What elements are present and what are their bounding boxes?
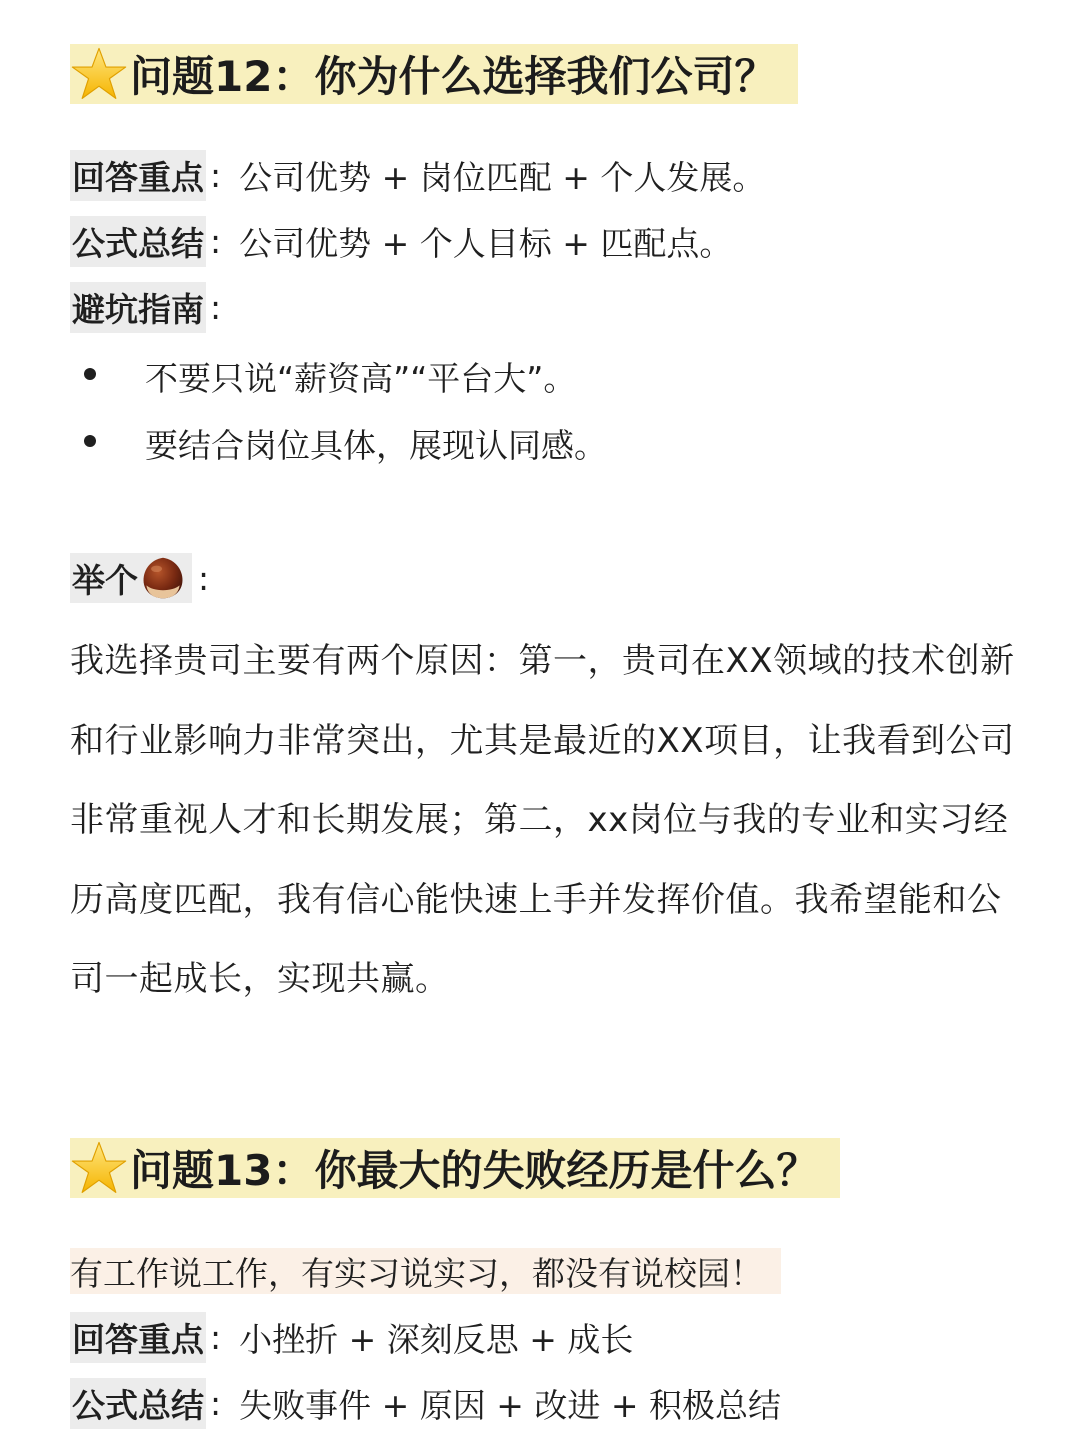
q12-bullet-1: 不要只说“薪资高”“平台大”。	[145, 359, 577, 398]
q12-example-row	[70, 553, 227, 603]
q12-pitfall-sep: :	[210, 287, 222, 327]
q13-focus-label: 回答重点	[70, 1312, 206, 1363]
q13-formula-value: 失败事件 + 原因 + 改进 + 积极总结	[239, 1385, 782, 1425]
star-icon	[70, 1139, 128, 1197]
question-12-heading	[70, 44, 798, 104]
q13-note	[70, 1248, 781, 1294]
q12-example-text: 我选择贵司主要有两个原因：第一，贵司在XX领域的技术创新和行业影响力非常突出，尤其是最近的XX项目，让我看到公司非常重视人才和长期发展；第二，xx岗位与我的专业和实习经历高度匹配，我有信心能快速上手并发挥价值。我希望能和公司一起成长，实现共赢。	[70, 641, 1015, 999]
q12-focus-label: 回答重点	[70, 150, 206, 201]
q13-focus-value: 小挫折 + 深刻反思 + 成长	[239, 1319, 634, 1359]
bullet-dot	[84, 368, 96, 380]
q12-formula-sep: :	[210, 221, 222, 261]
q12-focus-row	[70, 150, 765, 200]
q12-formula-value: 公司优势 + 个人目标 + 匹配点。	[239, 223, 733, 263]
q13-formula-row	[70, 1378, 781, 1428]
question-12-title: 问题12：你为什么选择我们公司？	[130, 52, 777, 101]
q12-example-label	[70, 553, 192, 603]
q12-focus-sep: :	[210, 155, 222, 195]
q12-formula-label: 公式总结	[70, 216, 206, 267]
q12-example-label-text: 举个	[72, 560, 138, 600]
question-13-title: 问题13：你最大的失败经历是什么？	[130, 1146, 819, 1195]
q13-focus-row	[70, 1312, 633, 1362]
bullet-dot	[84, 435, 96, 447]
q12-example-sep: :	[198, 558, 210, 598]
q12-focus-value: 公司优势 + 岗位匹配 + 个人发展。	[239, 157, 766, 197]
star-icon	[70, 45, 128, 103]
chestnut-icon	[140, 555, 186, 601]
q13-formula-label: 公式总结	[70, 1378, 206, 1429]
q13-note-text: 有工作说工作，有实习说实习，都没有说校园！	[70, 1253, 763, 1293]
q12-bullet-2: 要结合岗位具体，展现认同感。	[145, 426, 607, 465]
q12-formula-row	[70, 216, 732, 266]
q12-pitfall-row	[70, 282, 239, 332]
question-13-heading	[70, 1138, 840, 1198]
q13-formula-sep: :	[210, 1383, 222, 1423]
q12-pitfall-label: 避坑指南	[70, 282, 206, 333]
q13-focus-sep: :	[210, 1317, 222, 1357]
